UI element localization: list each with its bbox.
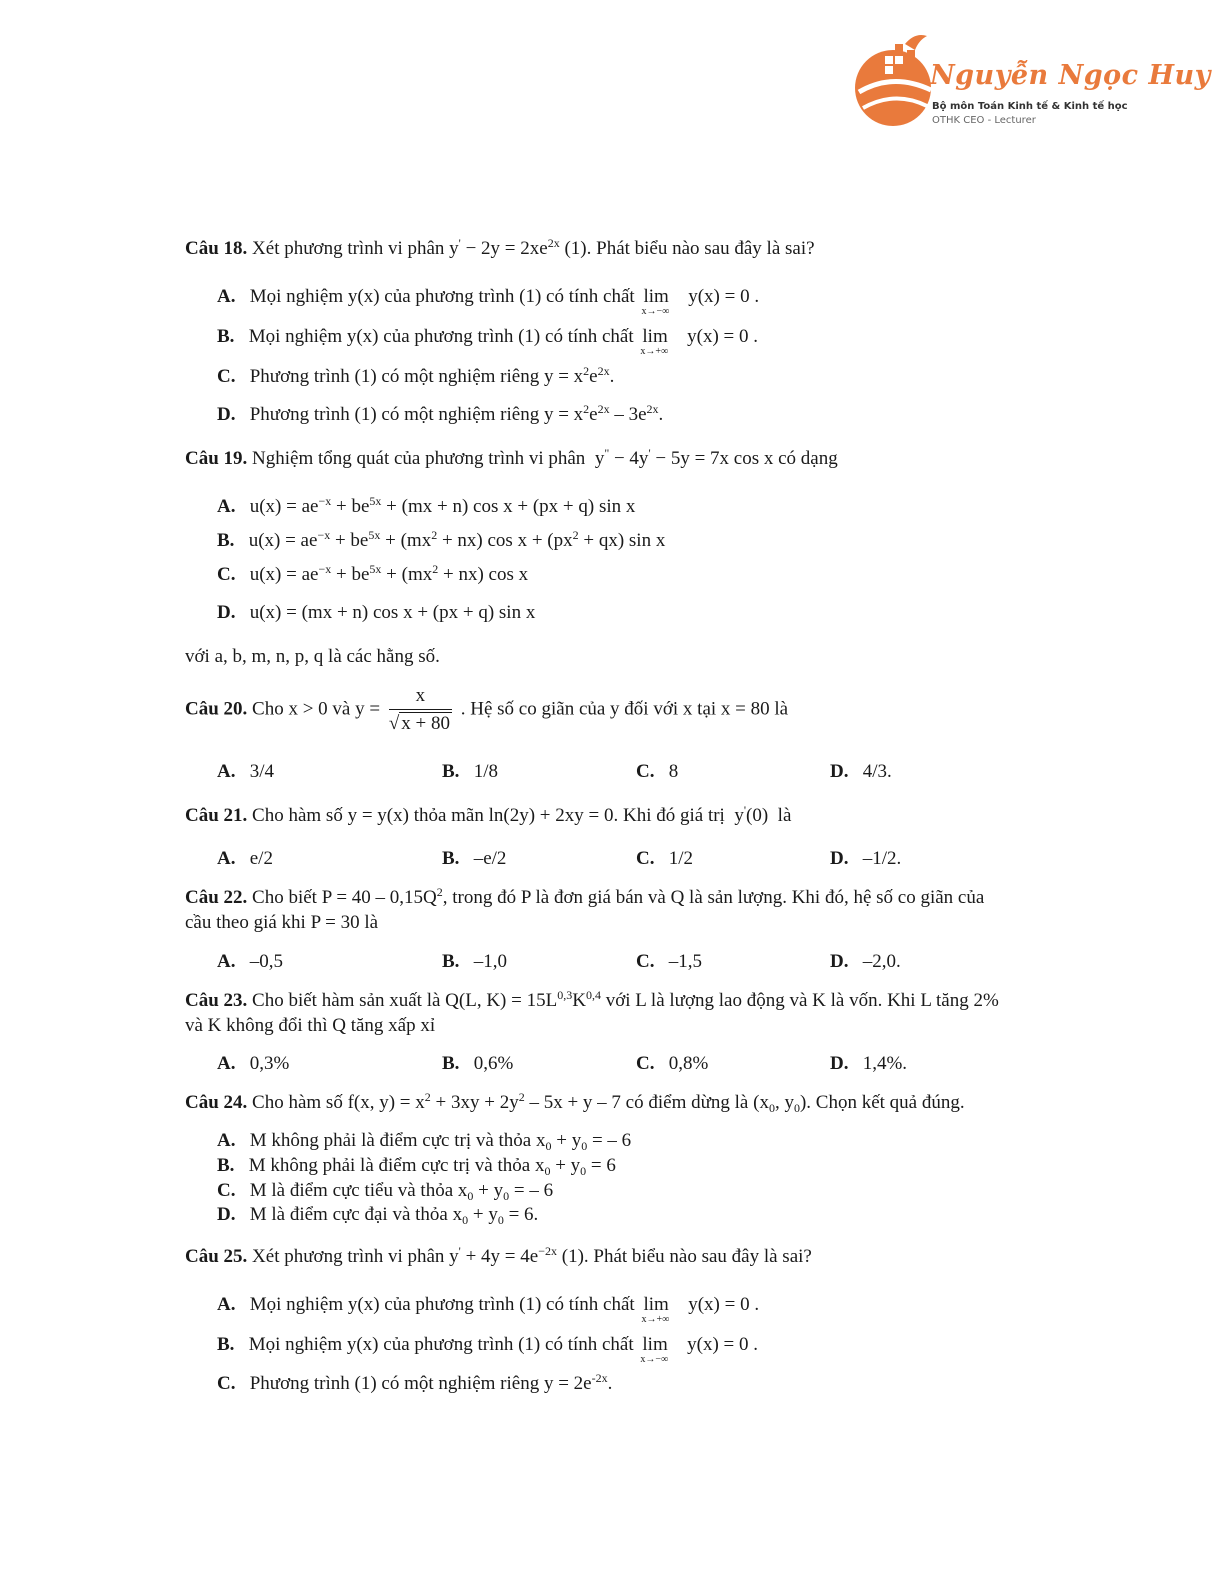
equation: $y' + 4y = 4e^{-2x}$ [449,1244,557,1267]
question-text: Xét phương trình vi phân [252,1246,445,1267]
q19-option-b[interactable]: B. $u(x) = ae^{-x} + be^{5x} + (mx^2 + nx)$ $\cos x + (px^2 + qx)$ sin x [217,528,666,551]
q19-note: với a, b, m, n, p, q là các hằng số. [185,646,440,667]
q24-option-c[interactable]: C. M là điểm cực tiểu và thỏa $x_0 + y_0$ = – 6 [217,1180,554,1203]
question-label: Câu 24. [185,1092,248,1113]
question-text: (1). Phát biểu nào sau đây là sai? [564,238,815,259]
q23-option-b[interactable]: B. 0,6% [442,1053,514,1074]
q19-option-d[interactable]: D. u(x) = (mx + n) cos x + (px + q) sin x [217,602,536,623]
question-25 [185,1246,812,1268]
question-21 [185,805,791,827]
q18-option-c[interactable]: C. Phương trình (1) có một nghiệm riêng $y = x^2e^{2x}$. [217,364,615,387]
question-19 [185,448,838,470]
logo-role: OTHK CEO - Lecturer [932,115,1036,126]
q25-option-a[interactable]: A. Mọi nghiệm y(x) của phương trình (1) có tính chất lim x→+∞ y(x) = 0 . [217,1294,760,1325]
question-20 [185,685,788,735]
question-text: là [777,805,792,826]
question-text: ). Chọn kết quả đúng. [799,1092,965,1113]
q24-option-d[interactable]: D. M là điểm cực đại và thỏa $x_0 + y_0 = 6$. [217,1204,539,1227]
question-text: Nghiệm tổng quát của phương trình vi phân [252,448,586,469]
q24-option-b[interactable]: B. M không phải là điểm cực trị và thỏa $x_0 + y_0 = 6$ [217,1155,616,1178]
q24-option-a[interactable]: A. M không phải là điểm cực trị và thỏa $x_0 + y_0$ = – 6 [217,1130,632,1153]
q20-option-b[interactable]: B. 1/8 [442,761,498,782]
question-24: Câu 24. Cho hàm số f(x, $y) = x^2 + 3xy + 2y^2 - 5x + y - 7$ có điểm dừng là ($x_0$, $y_0$). Chọn kết quả đúng. [185,1090,965,1115]
q25-option-c[interactable]: C. Phương trình (1) có một nghiệm riêng $y = 2e^{-2x}$. [217,1371,613,1394]
question-22: Câu 22. Cho biết $P = 40 - 0,15Q^2$, trong đó P là đơn giá bán và Q là sản lượng. Khi đó, hệ số co giãn của [185,885,985,908]
logo-department: Bộ môn Toán Kinh tế & Kinh tế học [932,101,1128,112]
question-label: Câu 20. [185,698,248,720]
question-text: Xét phương trình vi phân [252,238,445,259]
q22-option-d[interactable]: D. –2,0. [830,951,901,972]
question-22-cont: cầu theo giá khi P = 30 là [185,912,379,933]
question-text: với L là lượng lao động và K là vốn. Khi L tăng 2% [605,990,999,1011]
question-label: Câu 23. [185,990,248,1011]
question-text: – 5x + y – 7 có điểm dừng là (x [529,1092,769,1113]
question-label: Câu 18. [185,238,248,259]
q22-option-a[interactable]: A. –0,5 [217,951,283,972]
q23-option-d[interactable]: D. 1,4%. [830,1053,908,1074]
q21-option-b[interactable]: B. –e/2 [442,848,507,869]
fraction: $\frac{x}{√ x + 80}$ [388,685,450,734]
q22-option-b[interactable]: B. –1,0 [442,951,507,972]
question-text: Cho x > 0 và y = [252,698,381,720]
q22-option-c[interactable]: C. –1,5 [636,951,702,972]
q21-option-c[interactable]: C. 1/2 [636,848,694,869]
equation: y'(0) [729,803,773,826]
q20-option-c[interactable]: C. 8 [636,761,679,782]
question-18 [185,238,815,260]
q23-option-a[interactable]: A. 0,3% [217,1053,290,1074]
question-label: Câu 19. [185,448,248,469]
q19-option-a[interactable]: A. $u(x) = ae^{-x} + be^{5x} + (mx + n)$ cos x + (px + q) sin x [217,494,636,517]
question-23-cont: và K không đổi thì Q tăng xấp xỉ [185,1015,436,1036]
q18-option-a[interactable]: A. Mọi nghiệm y(x) của phương trình (1) có tính chất lim x→−∞ y(x) = 0 . [217,286,760,317]
question-text: có dạng [778,448,838,469]
question-text: + 3xy + 2y [435,1092,519,1113]
logo-name: Nguyễn Ngọc Huy [930,60,1211,91]
question-23: Câu 23. Cho biết hàm sản xuất là Q(L, $K) = 15L^{0,3}K^{0,4}$ với L là lượng lao động và K là vốn. Khi L tăng 2% [185,988,999,1011]
question-text: . Hệ số co giãn của y đối với x tại x = 80 là [460,698,789,720]
q19-option-c[interactable]: C. $u(x) = ae^{-x} + be^{5x} + (mx^2 + nx)$ cos x [217,562,529,585]
equation: $y' - 2y = 2xe^{2x}$ [449,236,560,259]
question-text: Cho biết P = 40 – 0,15Q [252,887,437,908]
q18-option-b[interactable]: B. Mọi nghiệm y(x) của phương trình (1) có tính chất lim x→+∞ y(x) = 0 . [217,326,759,357]
question-text: Cho hàm số f(x, y) = x [252,1092,425,1113]
q20-option-a[interactable]: A. 3/4 [217,761,275,782]
q21-option-d[interactable]: D. –1/2. [830,848,902,869]
question-text: (1). Phát biểu nào sau đây là sai? [561,1246,812,1267]
q21-option-a[interactable]: A. e/2 [217,848,273,869]
question-text: Cho hàm số y = y(x) thỏa mãn ln(2y) + 2xy = 0. Khi đó giá trị [252,805,725,826]
question-text: , trong đó P là đơn giá bán và Q là sản lượng. Khi đó, hệ số co giãn của [442,887,985,908]
question-label: Câu 22. [185,887,248,908]
q18-option-d[interactable]: D. Phương trình (1) có một nghiệm riêng $y = x^2e^{2x} - 3e^{2x}$. [217,402,664,425]
question-label: Câu 21. [185,805,248,826]
equation: y" − 4y' − 5y = 7x cos x [590,446,774,469]
q25-option-b[interactable]: B. Mọi nghiệm y(x) của phương trình (1) có tính chất lim x→−∞ y(x) = 0 . [217,1334,759,1365]
q23-option-c[interactable]: C. 0,8% [636,1053,709,1074]
question-label: Câu 25. [185,1246,248,1267]
question-text: Cho biết hàm sản xuất là Q(L, K) = 15L [252,990,558,1011]
q20-option-d[interactable]: D. 4/3. [830,761,892,782]
